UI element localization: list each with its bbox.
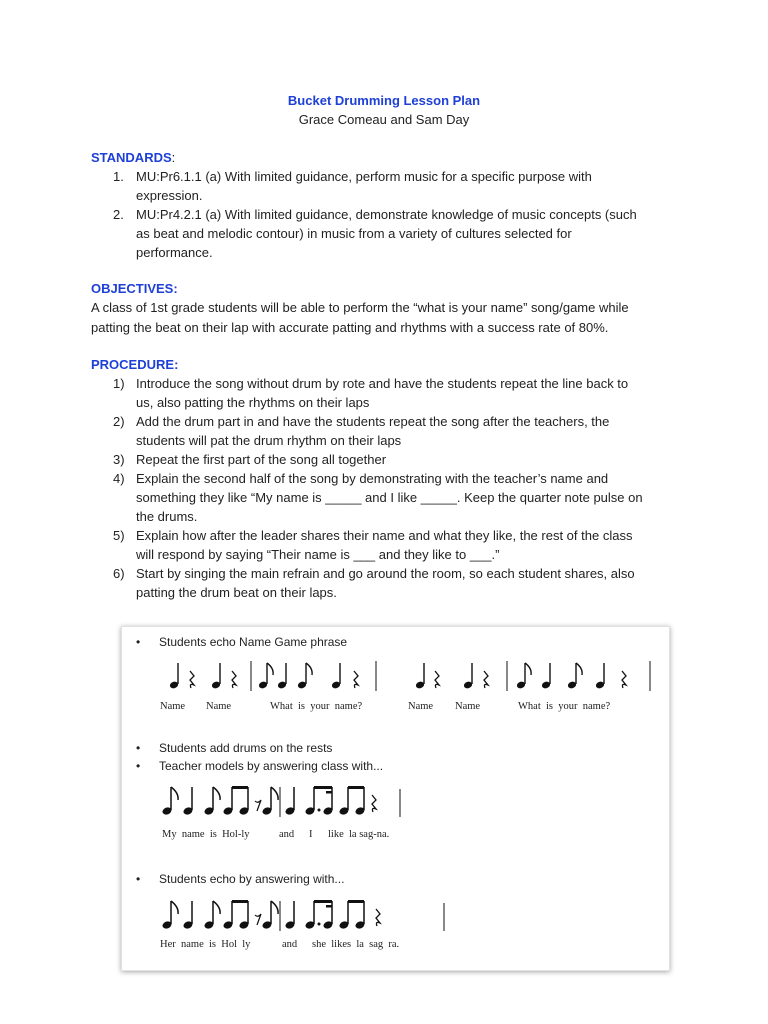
procedure-item: 3) Repeat the first part of the song all together xyxy=(113,452,387,467)
lyric-word: and xyxy=(282,939,298,950)
rhythm-line-1 xyxy=(122,657,669,697)
document-title: Bucket Drumming Lesson Plan xyxy=(287,93,481,108)
standards-heading: STANDARDS: xyxy=(91,150,176,165)
bullet-add-drums: • Students add drums on the rests xyxy=(136,741,333,755)
lyric-word: like la sag-na. xyxy=(328,829,390,840)
document-authors: Grace Comeau and Sam Day xyxy=(298,112,470,127)
procedure-item: 6) Start by singing the main refrain and go around the room, so each student shares, also patting the drum beat on their laps. xyxy=(113,566,635,600)
rhythm-line-3 xyxy=(122,895,669,937)
bullet-teacher-models: • Teacher models by answering class with... xyxy=(136,759,384,773)
lyric-word: Her name is Hol ly xyxy=(160,939,251,950)
objectives-heading: OBJECTIVES: xyxy=(91,281,178,296)
lyric-word: I xyxy=(309,829,313,840)
lyric-word: What is your name? xyxy=(270,701,363,712)
lyric-word: What is your name? xyxy=(518,701,611,712)
lyric-word: Name xyxy=(408,701,434,712)
standards-list xyxy=(91,167,691,262)
bullet-students-echo: • Students echo by answering with... xyxy=(136,872,345,886)
rhythm-notation-figure xyxy=(121,626,670,971)
procedure-heading: PROCEDURE: xyxy=(91,357,179,372)
standards-item: 2. MU:Pr4.2.1 (a) With limited guidance, demonstrate knowledge of music concepts (such as beat and melodic contour) in music from a variety of cultures selected for performance. xyxy=(113,207,637,260)
lyric-word: Name xyxy=(455,701,481,712)
procedure-list xyxy=(91,374,691,602)
standards-item: 1. MU:Pr6.1.1 (a) With limited guidance, perform music for a specific purpose with expression. xyxy=(113,169,592,203)
procedure-item: 4) Explain the second half of the song by demonstrating with the teacher’s name and something they like “My name is _____ and I like _____. Keep the quarter note pulse on the drums. xyxy=(113,471,643,524)
objectives-text: A class of 1st grade students will be able to perform the “what is your name” song/game while patting the beat on their lap with accurate patting and rhythms with a success rate of 80%. xyxy=(91,300,629,335)
procedure-item: 5) Explain how after the leader shares their name and what they like, the rest of the class will respond by saying “Their name is ___ and they like to ___.” xyxy=(113,528,633,562)
lyric-word: Name xyxy=(160,701,186,712)
lyric-word: Name xyxy=(206,701,232,712)
lyric-word: My name is Hol-ly xyxy=(162,829,250,840)
lyric-word: and xyxy=(279,829,295,840)
procedure-item: 2) Add the drum part in and have the students repeat the song after the teachers, the students will pat the drum rhythm on their laps xyxy=(113,414,610,448)
bullet-echo-phrase: • Students echo Name Game phrase xyxy=(136,635,348,649)
rhythm-line-2 xyxy=(122,781,669,823)
procedure-item: 1) Introduce the song without drum by rote and have the students repeat the line back to us, also patting the rhythms on their laps xyxy=(113,376,629,410)
lyric-word: she likes la sag ra. xyxy=(312,939,400,950)
